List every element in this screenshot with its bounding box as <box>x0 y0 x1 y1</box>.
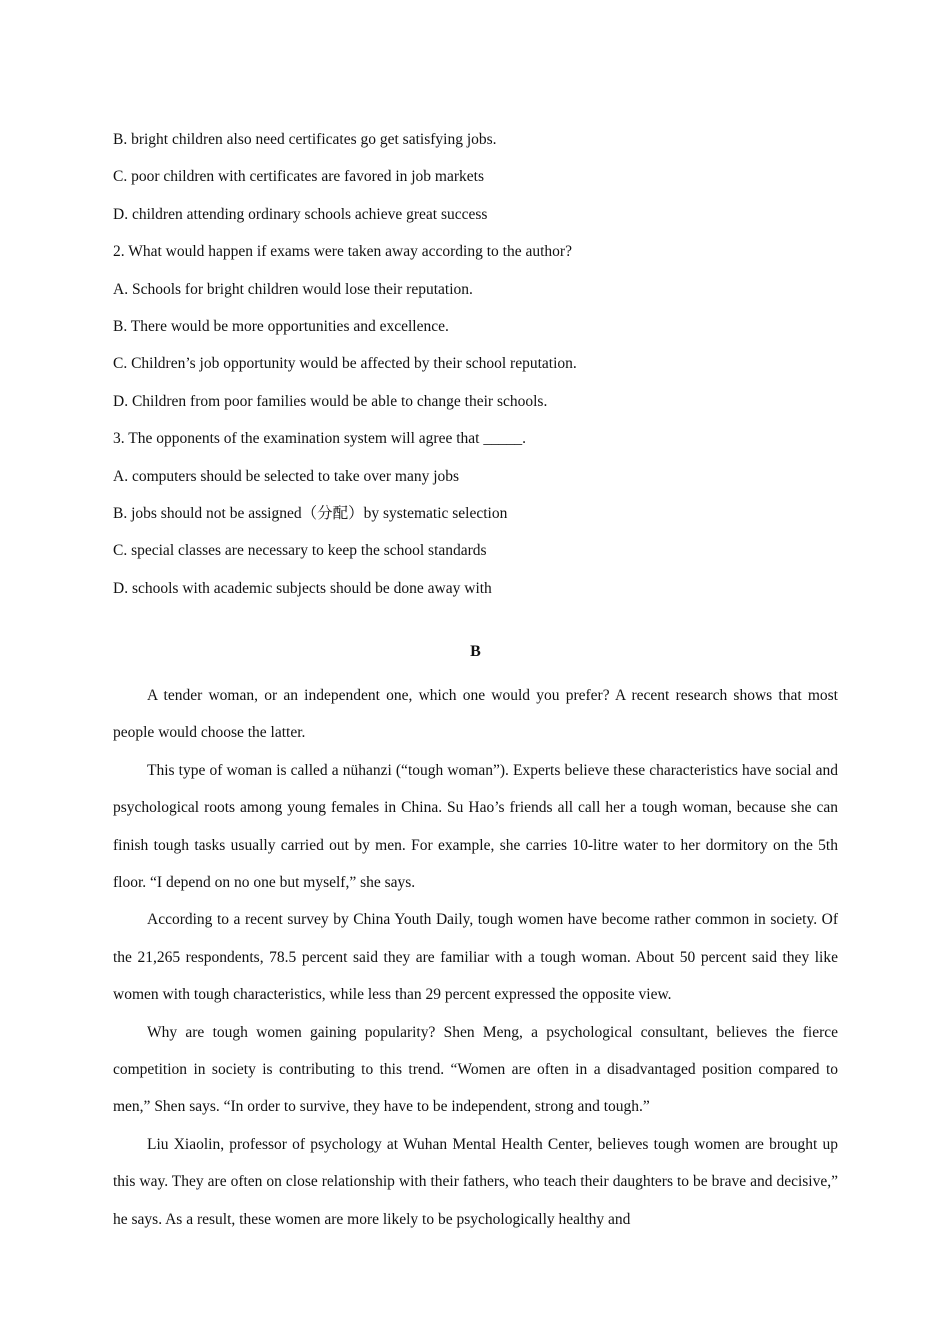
question-stem: 2. What would happen if exams were taken away according to the author? <box>113 243 572 261</box>
passage-paragraph: Why are tough women gaining popularity? Shen Meng, a psychological consultant, believes the fierce competition in society is contributing to this trend. “Women are often in a disadvantaged position compared to men,” Shen says. “In order to survive, they have to be independent, strong and tough.” <box>113 1023 838 1116</box>
passage-paragraph: This type of woman is called a nühanzi (“tough woman”). Experts believe these characteristics have social and psychological roots among young females in China. Su Hao’s friends all call her a tough woman, because she can finish tough tasks usually carried out by men. For example, she carries 10-litre water to her dormitory on the 5th floor. “I depend on no one but myself,” she says. <box>113 761 838 892</box>
option-line: D. Children from poor families would be able to change their schools. <box>113 392 548 410</box>
reading-passage <box>113 677 838 1238</box>
option-line: C. poor children with certificates are favored in job markets <box>113 168 485 186</box>
passage-paragraph: According to a recent survey by China Youth Daily, tough women have become rather common in society. Of the 21,265 respondents, 78.5 percent said they are familiar with a tough woman. About 50 percent said they like women with tough characteristics, while less than 29 percent expressed the opposite view. <box>113 911 838 1004</box>
option-line: A. Schools for bright children would lose their reputation. <box>113 280 473 298</box>
passage-paragraph: A tender woman, or an independent one, which one would you prefer? A recent research shows that most people would choose the latter. <box>113 687 838 742</box>
option-line: B. bright children also need certificates go get satisfying jobs. <box>113 131 497 148</box>
section-title: B <box>470 643 481 660</box>
option-line: B. There would be more opportunities and excellence. <box>113 318 449 336</box>
option-line: A. computers should be selected to take over many jobs <box>113 467 460 485</box>
option-line: B. jobs should not be assigned（分配）by systematic selection <box>113 505 508 523</box>
passage-paragraph: Liu Xiaolin, professor of psychology at Wuhan Mental Health Center, believes tough women are brought up this way. They are often on close relationship with their fathers, who teach their daughters to be brave and decisive,” he says. As a result, these women are more likely to be psychologically healthy and <box>113 1135 838 1228</box>
option-line: D. children attending ordinary schools achieve great success <box>113 205 488 223</box>
option-line: D. schools with academic subjects should be done away with <box>113 579 492 597</box>
option-line: C. Children’s job opportunity would be affected by their school reputation. <box>113 355 577 373</box>
question-stem: 3. The opponents of the examination system will agree that _____. <box>113 430 526 448</box>
question-options-block <box>113 121 838 607</box>
option-line: C. special classes are necessary to keep the school standards <box>113 542 487 560</box>
